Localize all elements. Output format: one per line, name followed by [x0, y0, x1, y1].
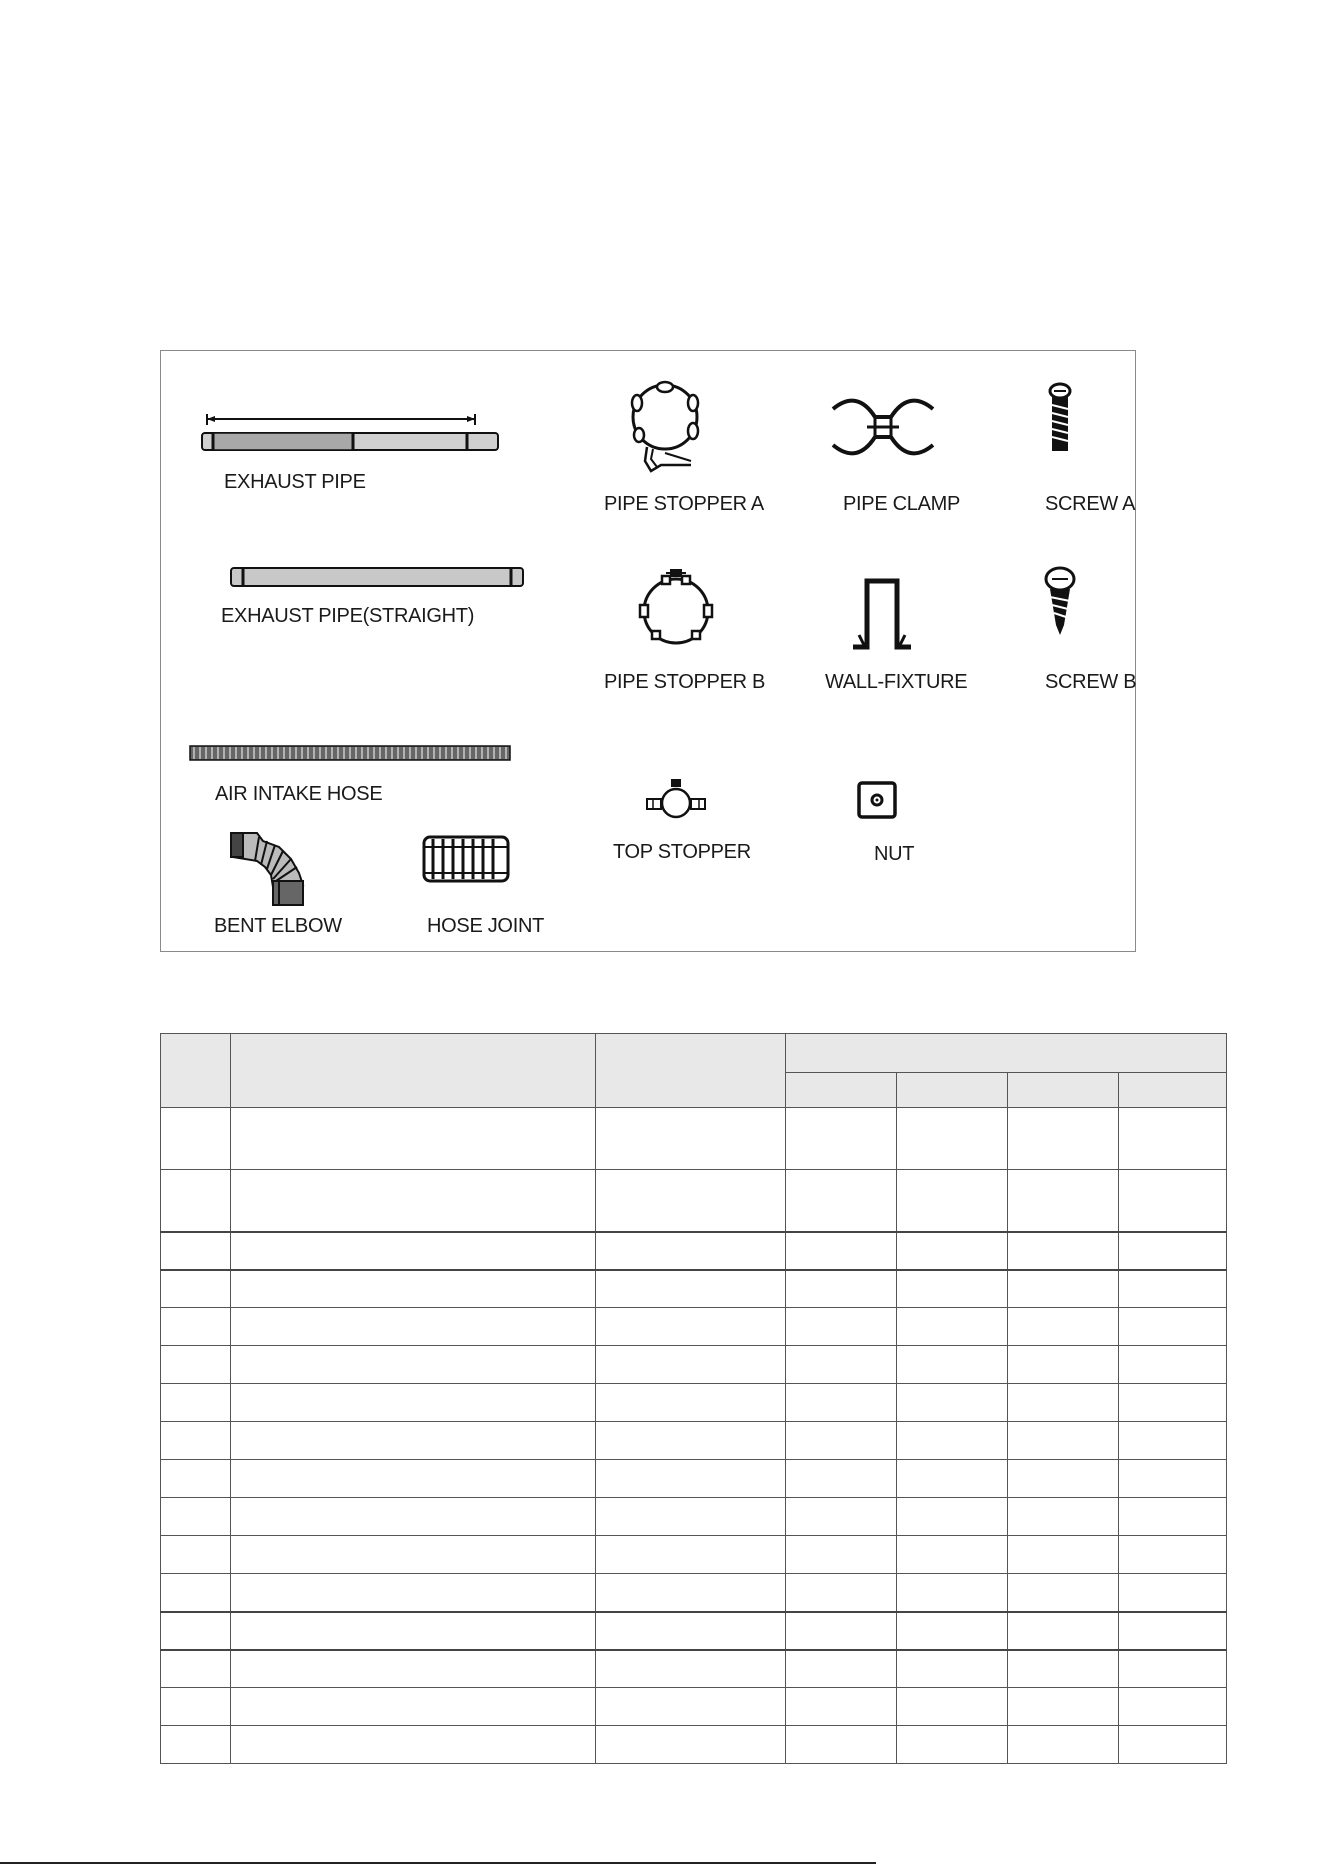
table-cell: [786, 1574, 897, 1612]
table-row: [161, 1612, 1227, 1650]
table-cell: [231, 1536, 596, 1574]
table-cell: [1008, 1726, 1119, 1764]
table-cell: [897, 1574, 1008, 1612]
table-cell: [231, 1232, 596, 1270]
table-cell: [231, 1384, 596, 1422]
table-cell: [231, 1422, 596, 1460]
table-cell: [596, 1460, 786, 1498]
table-cell: [786, 1270, 897, 1308]
table-cell: [897, 1536, 1008, 1574]
air-intake-hose-label: AIR INTAKE HOSE: [215, 783, 383, 805]
nut-icon: [855, 779, 905, 829]
table-cell: [897, 1346, 1008, 1384]
pipe-stopper-b-label: PIPE STOPPER B: [604, 671, 766, 693]
parts-illustration-panel: [160, 350, 1136, 952]
pipe-stopper-a-icon: [621, 381, 721, 481]
pipe-stopper-b-icon: [638, 569, 718, 649]
hose-joint-icon: [423, 835, 513, 885]
table-cell: [1119, 1726, 1227, 1764]
table-row: [161, 1726, 1227, 1764]
table-cell: [1008, 1270, 1119, 1308]
table-cell: [596, 1650, 786, 1688]
table-cell: [1008, 1536, 1119, 1574]
table-cell: [161, 1170, 231, 1232]
table-cell: [161, 1650, 231, 1688]
table-cell: [596, 1498, 786, 1536]
table-cell: [596, 1170, 786, 1232]
table-cell: [1008, 1170, 1119, 1232]
table-row: [161, 1270, 1227, 1308]
top-stopper-icon: [643, 779, 713, 829]
table-cell: [1008, 1346, 1119, 1384]
table-cell: [231, 1688, 596, 1726]
table-cell: [786, 1384, 897, 1422]
table-cell: [161, 1574, 231, 1612]
table-cell: [161, 1346, 231, 1384]
table-cell: [596, 1688, 786, 1726]
air-intake-hose-icon: [189, 744, 519, 766]
table-cell: [1119, 1688, 1227, 1726]
table-cell: [897, 1170, 1008, 1232]
wall-fixture-icon: [849, 573, 929, 653]
header-cell-code: [596, 1034, 786, 1108]
table-cell: [596, 1108, 786, 1170]
table-cell: [897, 1108, 1008, 1170]
table-row: [161, 1384, 1227, 1422]
header-cell-name: [231, 1034, 596, 1108]
table-row: [161, 1688, 1227, 1726]
table-cell: [596, 1536, 786, 1574]
table-cell: [231, 1650, 596, 1688]
table-cell: [786, 1726, 897, 1764]
pipe-stopper-a-label: PIPE STOPPER A: [604, 493, 764, 515]
table-cell: [786, 1460, 897, 1498]
table-cell: [161, 1232, 231, 1270]
table-cell: [1119, 1574, 1227, 1612]
table-cell: [596, 1574, 786, 1612]
table-cell: [161, 1308, 231, 1346]
table-cell: [1119, 1536, 1227, 1574]
table-cell: [897, 1650, 1008, 1688]
table-cell: [1119, 1308, 1227, 1346]
table-cell: [596, 1346, 786, 1384]
table-cell: [231, 1108, 596, 1170]
table-row: [161, 1650, 1227, 1688]
table-cell: [786, 1498, 897, 1536]
table-cell: [897, 1498, 1008, 1536]
table-cell: [161, 1422, 231, 1460]
table-row: [161, 1232, 1227, 1270]
screw-a-label: SCREW A: [1045, 493, 1136, 515]
table-cell: [231, 1612, 596, 1650]
table-cell: [231, 1346, 596, 1384]
exhaust-pipe-straight-label: EXHAUST PIPE(STRAIGHT): [221, 605, 475, 627]
table-cell: [1119, 1170, 1227, 1232]
table-cell: [897, 1422, 1008, 1460]
header-cell-group: [786, 1034, 1227, 1073]
table-cell: [897, 1688, 1008, 1726]
table-cell: [1008, 1574, 1119, 1612]
wall-fixture-label: WALL-FIXTURE: [825, 671, 968, 693]
table-cell: [596, 1612, 786, 1650]
table-cell: [596, 1270, 786, 1308]
bent-elbow-icon: [229, 829, 329, 909]
hose-joint-label: HOSE JOINT: [427, 915, 545, 937]
table-cell: [786, 1170, 897, 1232]
table-cell: [161, 1384, 231, 1422]
table-cell: [786, 1536, 897, 1574]
table-cell: [897, 1612, 1008, 1650]
footnote-rule: [0, 1862, 876, 1864]
table-cell: [1119, 1650, 1227, 1688]
table-cell: [1008, 1108, 1119, 1170]
table-cell: [1008, 1422, 1119, 1460]
table-cell: [231, 1498, 596, 1536]
table-cell: [596, 1308, 786, 1346]
screw-b-label: SCREW B: [1045, 671, 1137, 693]
table-cell: [786, 1308, 897, 1346]
table-row: [161, 1498, 1227, 1536]
table-cell: [231, 1460, 596, 1498]
accessory-table: [160, 1033, 1227, 1764]
table-row: [161, 1308, 1227, 1346]
bent-elbow-label: BENT ELBOW: [214, 915, 342, 937]
table-cell: [897, 1384, 1008, 1422]
subheader-cell: [1008, 1073, 1119, 1108]
top-stopper-label: TOP STOPPER: [613, 841, 751, 863]
pipe-clamp-label: PIPE CLAMP: [843, 493, 961, 515]
table-cell: [161, 1498, 231, 1536]
table-row: [161, 1460, 1227, 1498]
table-cell: [161, 1536, 231, 1574]
table-cell: [786, 1650, 897, 1688]
exhaust-pipe-label: EXHAUST PIPE: [224, 471, 366, 493]
table-cell: [786, 1232, 897, 1270]
table-cell: [897, 1460, 1008, 1498]
table-cell: [596, 1384, 786, 1422]
table-cell: [161, 1612, 231, 1650]
table-cell: [161, 1460, 231, 1498]
table-row: [161, 1346, 1227, 1384]
table-cell: [1119, 1460, 1227, 1498]
table-cell: [1119, 1232, 1227, 1270]
table-cell: [1008, 1308, 1119, 1346]
table-row: [161, 1108, 1227, 1170]
table-cell: [1119, 1108, 1227, 1170]
table-cell: [231, 1726, 596, 1764]
table-row: [161, 1422, 1227, 1460]
table-cell: [786, 1346, 897, 1384]
table-cell: [231, 1574, 596, 1612]
table-cell: [1008, 1232, 1119, 1270]
pipe-clamp-icon: [827, 393, 947, 463]
subheader-cell: [1119, 1073, 1227, 1108]
exhaust-pipe-straight-icon: [229, 565, 529, 595]
table-cell: [897, 1270, 1008, 1308]
table-header-row: [161, 1034, 1227, 1073]
table-cell: [1119, 1612, 1227, 1650]
table-cell: [1008, 1612, 1119, 1650]
table-cell: [596, 1232, 786, 1270]
exhaust-pipe-icon: [199, 411, 529, 471]
table-cell: [897, 1232, 1008, 1270]
table-cell: [786, 1108, 897, 1170]
table-cell: [1119, 1384, 1227, 1422]
table-cell: [1119, 1422, 1227, 1460]
table-cell: [1008, 1460, 1119, 1498]
table-cell: [786, 1688, 897, 1726]
subheader-cell: [786, 1073, 897, 1108]
table-cell: [1119, 1346, 1227, 1384]
table-cell: [897, 1308, 1008, 1346]
table-cell: [231, 1170, 596, 1232]
table-cell: [161, 1108, 231, 1170]
table-cell: [897, 1726, 1008, 1764]
table-cell: [1119, 1498, 1227, 1536]
table-cell: [161, 1726, 231, 1764]
header-cell-no: [161, 1034, 231, 1108]
nut-label: NUT: [874, 843, 915, 865]
table-cell: [231, 1308, 596, 1346]
table-cell: [161, 1270, 231, 1308]
table-row: [161, 1170, 1227, 1232]
table-cell: [596, 1726, 786, 1764]
table-cell: [1008, 1498, 1119, 1536]
table-cell: [596, 1422, 786, 1460]
table-row: [161, 1536, 1227, 1574]
subheader-cell: [897, 1073, 1008, 1108]
table-cell: [1008, 1688, 1119, 1726]
table-cell: [1008, 1650, 1119, 1688]
table-cell: [1008, 1384, 1119, 1422]
table-row: [161, 1574, 1227, 1612]
table-cell: [1119, 1270, 1227, 1308]
table-cell: [231, 1270, 596, 1308]
table-cell: [786, 1422, 897, 1460]
screw-b-icon: [1044, 567, 1084, 647]
table-cell: [786, 1612, 897, 1650]
table-cell: [161, 1688, 231, 1726]
screw-a-icon: [1042, 383, 1082, 463]
